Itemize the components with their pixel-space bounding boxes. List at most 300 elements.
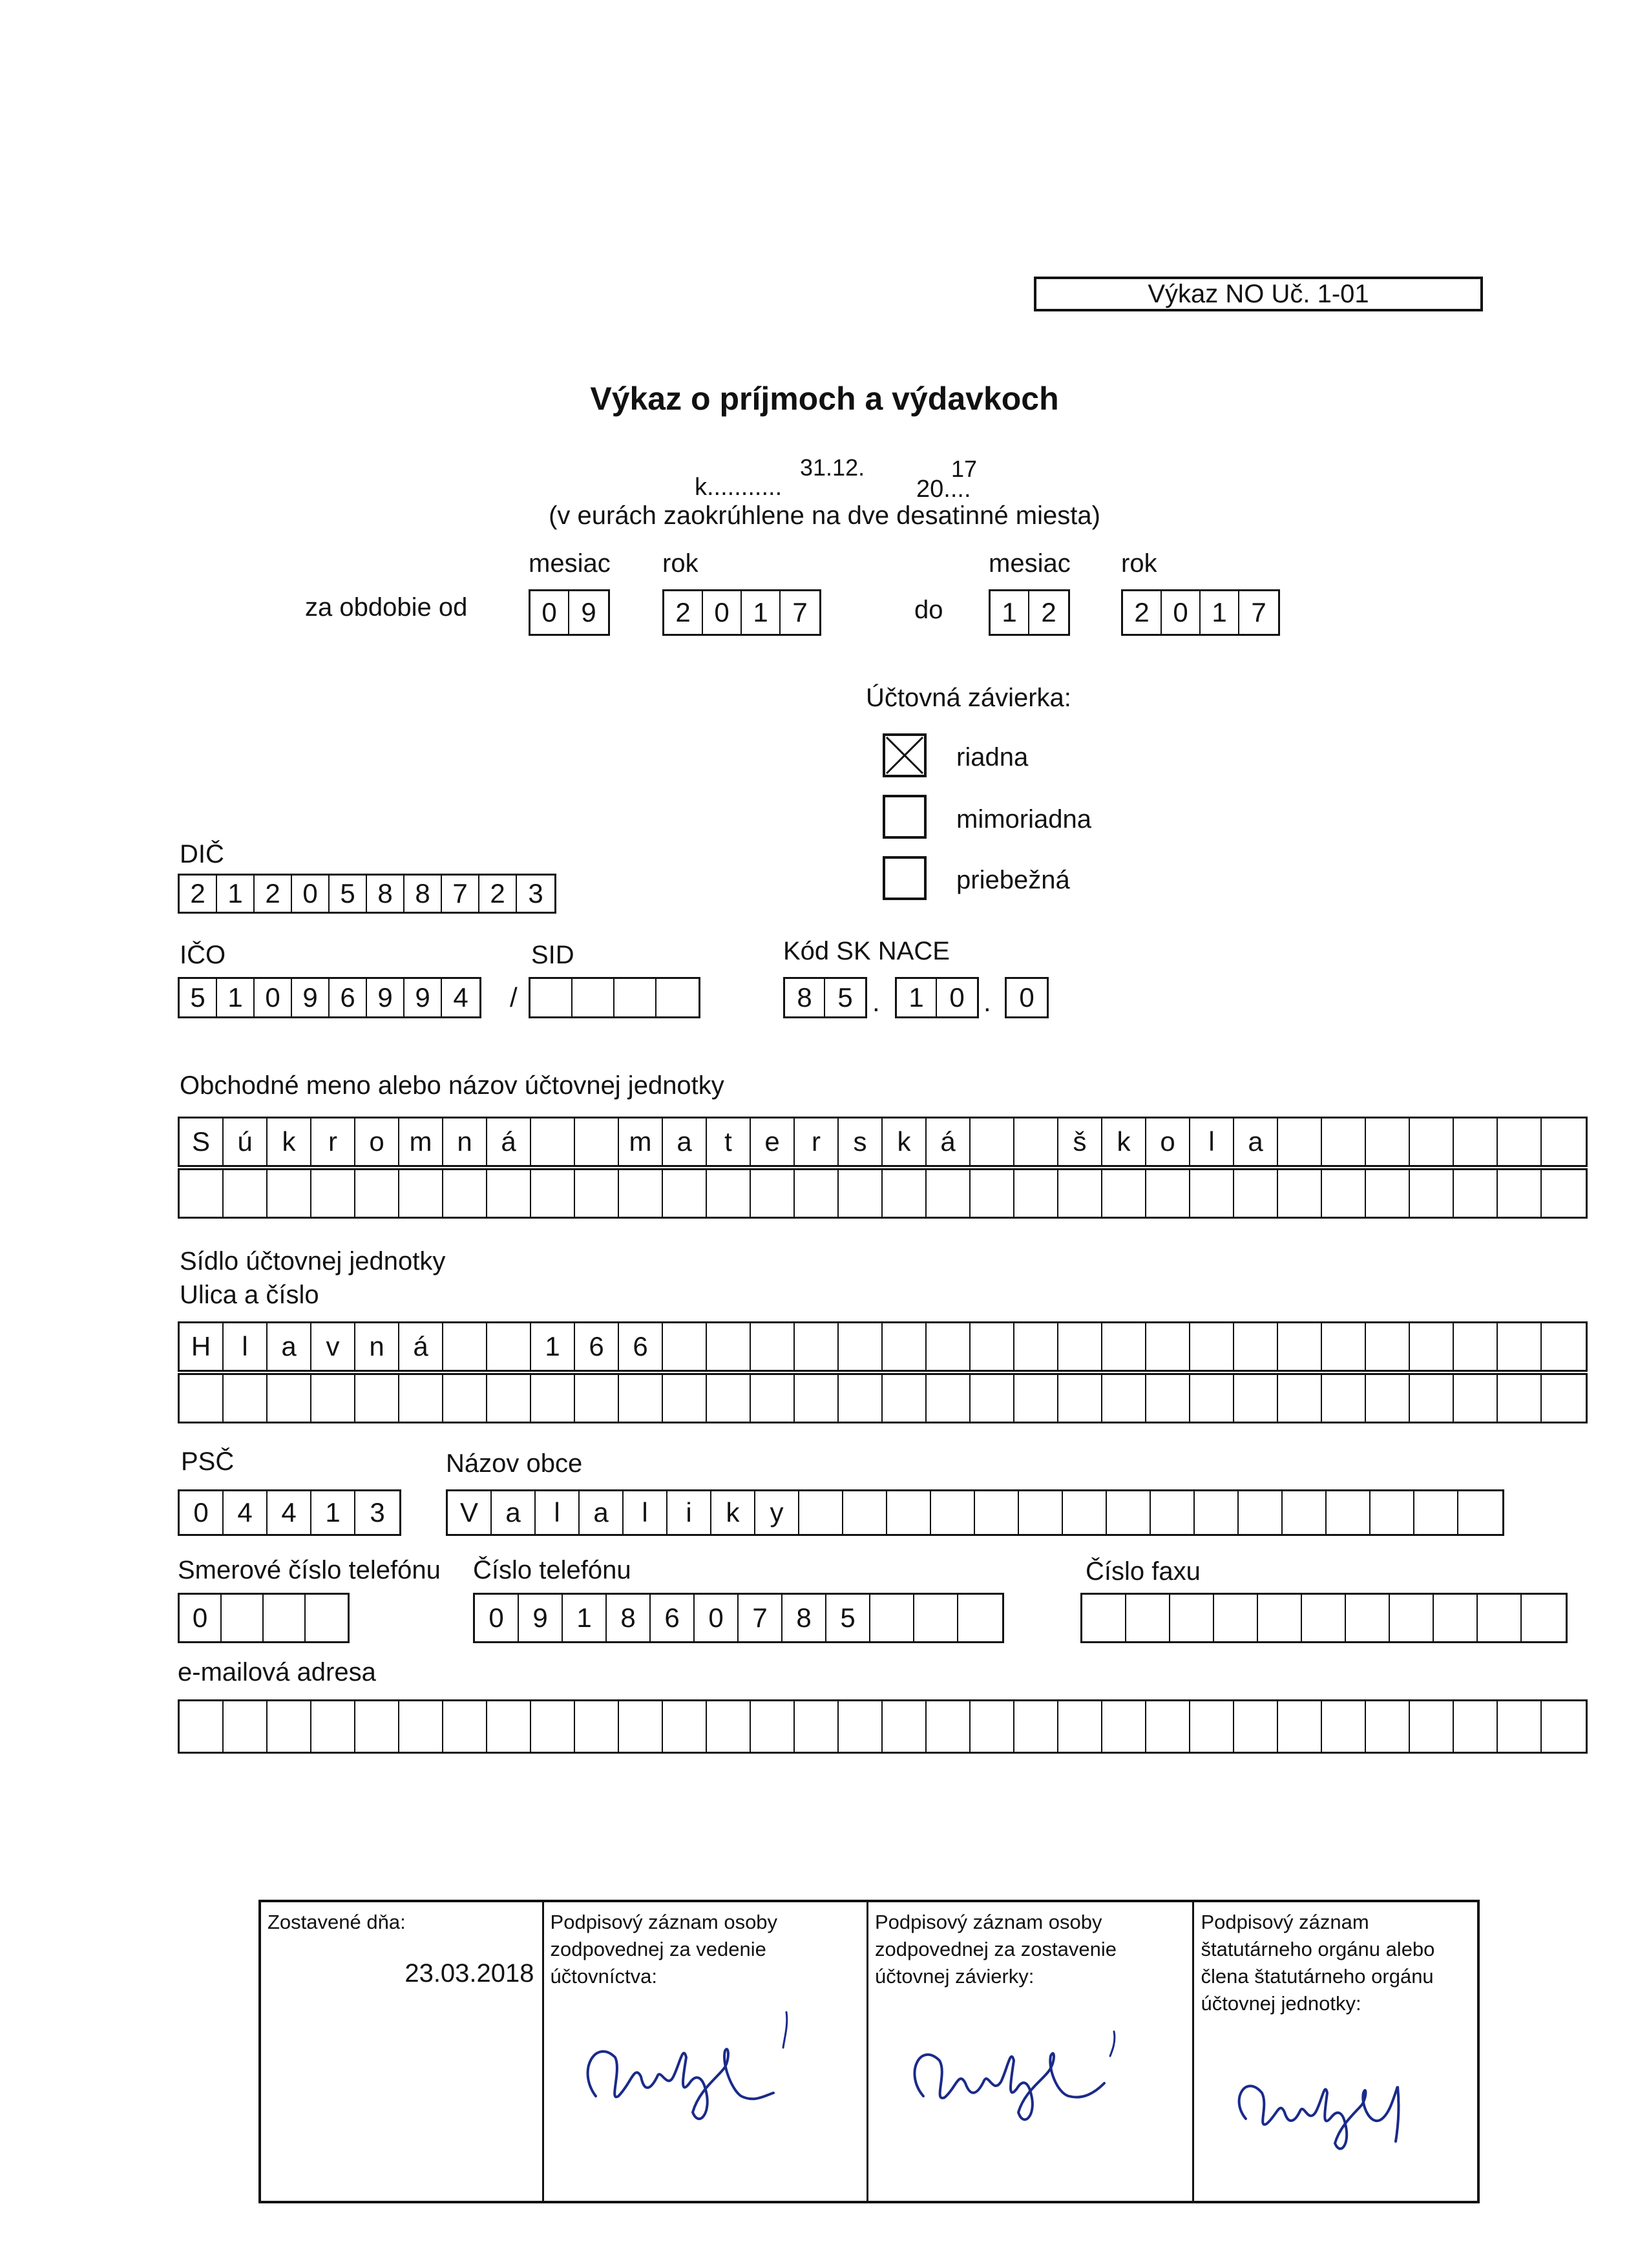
char-cell[interactable] bbox=[971, 1375, 1014, 1422]
char-cell[interactable] bbox=[927, 1170, 971, 1217]
char-cell[interactable]: r bbox=[311, 1118, 355, 1165]
char-cell[interactable] bbox=[1542, 1701, 1586, 1752]
char-cell[interactable] bbox=[222, 1595, 264, 1641]
char-cell[interactable] bbox=[1498, 1375, 1542, 1422]
char-cell[interactable]: 4 bbox=[224, 1491, 268, 1534]
char-cell[interactable] bbox=[1058, 1170, 1102, 1217]
psc-field[interactable] bbox=[178, 1489, 401, 1536]
char-cell[interactable] bbox=[224, 1375, 268, 1422]
char-cell[interactable] bbox=[883, 1323, 927, 1370]
char-cell[interactable] bbox=[795, 1170, 839, 1217]
char-cell[interactable] bbox=[487, 1375, 531, 1422]
char-cell[interactable] bbox=[1327, 1491, 1371, 1534]
char-cell[interactable] bbox=[1170, 1595, 1214, 1641]
char-cell[interactable]: 2 bbox=[255, 876, 292, 912]
char-cell[interactable] bbox=[883, 1375, 927, 1422]
compiled-date: 23.03.2018 bbox=[404, 1959, 534, 1988]
as-of-prefix: k........... bbox=[695, 474, 782, 501]
closing-author-column bbox=[868, 1902, 1194, 2201]
statutory-column bbox=[1194, 1902, 1477, 2201]
char-cell[interactable] bbox=[1019, 1491, 1063, 1534]
char-cell[interactable] bbox=[1146, 1170, 1190, 1217]
char-cell[interactable] bbox=[1190, 1701, 1234, 1752]
char-cell[interactable] bbox=[1522, 1595, 1566, 1641]
char-cell[interactable] bbox=[707, 1701, 751, 1752]
char-cell[interactable] bbox=[1322, 1118, 1366, 1165]
char-cell[interactable] bbox=[1102, 1323, 1146, 1370]
char-cell[interactable] bbox=[795, 1323, 839, 1370]
char-cell[interactable] bbox=[1542, 1375, 1586, 1422]
char-cell[interactable] bbox=[971, 1118, 1014, 1165]
char-cell[interactable] bbox=[843, 1491, 887, 1534]
char-cell[interactable]: s bbox=[839, 1118, 883, 1165]
char-cell[interactable] bbox=[1014, 1323, 1058, 1370]
char-cell[interactable] bbox=[1498, 1170, 1542, 1217]
char-cell[interactable] bbox=[795, 1375, 839, 1422]
char-cell[interactable]: 3 bbox=[370, 1497, 385, 1528]
char-cell[interactable] bbox=[443, 1323, 487, 1370]
char-cell[interactable] bbox=[1498, 1701, 1542, 1752]
char-cell[interactable] bbox=[268, 1170, 311, 1217]
char-cell[interactable]: 2 bbox=[1041, 597, 1056, 627]
char-cell[interactable] bbox=[1366, 1375, 1410, 1422]
char-cell[interactable] bbox=[751, 1701, 795, 1752]
char-cell[interactable] bbox=[927, 1701, 971, 1752]
char-cell[interactable] bbox=[883, 1170, 927, 1217]
dic-label: DIČ bbox=[180, 840, 224, 868]
char-cell[interactable] bbox=[971, 1323, 1014, 1370]
char-cell[interactable]: a bbox=[1234, 1118, 1278, 1165]
char-cell[interactable] bbox=[1190, 1170, 1234, 1217]
char-cell[interactable] bbox=[619, 1170, 663, 1217]
char-cell[interactable] bbox=[1278, 1375, 1322, 1422]
char-cell[interactable]: á bbox=[487, 1118, 531, 1165]
char-cell[interactable]: r bbox=[795, 1118, 839, 1165]
char-cell[interactable]: o bbox=[1146, 1118, 1190, 1165]
phone-field[interactable] bbox=[473, 1593, 1004, 1643]
email-field[interactable] bbox=[178, 1699, 1588, 1754]
char-cell[interactable]: ú bbox=[224, 1118, 268, 1165]
checkbox-priebezna[interactable] bbox=[883, 856, 927, 900]
char-cell[interactable]: 7 bbox=[739, 1595, 782, 1641]
char-cell[interactable] bbox=[931, 1491, 975, 1534]
char-cell[interactable]: 0 bbox=[703, 591, 742, 634]
char-cell[interactable]: 5 bbox=[330, 876, 367, 912]
char-cell[interactable]: 4 bbox=[268, 1491, 311, 1534]
char-cell[interactable] bbox=[1195, 1491, 1239, 1534]
char-cell[interactable] bbox=[1454, 1323, 1498, 1370]
char-cell[interactable]: 0 bbox=[475, 1595, 519, 1641]
char-cell[interactable]: 9 bbox=[404, 979, 442, 1016]
char-cell[interactable] bbox=[575, 1118, 619, 1165]
char-cell[interactable]: 8 bbox=[404, 876, 442, 912]
char-cell[interactable]: k bbox=[1102, 1118, 1146, 1165]
char-cell[interactable]: l bbox=[1190, 1118, 1234, 1165]
nace-part2-field[interactable] bbox=[895, 977, 979, 1018]
char-cell[interactable] bbox=[575, 1170, 619, 1217]
char-cell[interactable]: 2 bbox=[664, 591, 703, 634]
char-cell[interactable] bbox=[799, 1491, 843, 1534]
char-cell[interactable] bbox=[531, 1375, 575, 1422]
char-cell[interactable]: 7 bbox=[442, 876, 479, 912]
char-cell[interactable] bbox=[656, 979, 698, 1016]
nace-label: Kód SK NACE bbox=[783, 937, 950, 965]
char-cell[interactable] bbox=[1322, 1323, 1366, 1370]
char-cell[interactable] bbox=[958, 1595, 1002, 1641]
char-cell[interactable] bbox=[399, 1170, 443, 1217]
char-cell[interactable] bbox=[1278, 1170, 1322, 1217]
char-cell[interactable]: 9 bbox=[519, 1595, 563, 1641]
as-of-year-prefix: 20.... bbox=[916, 476, 971, 503]
char-cell[interactable] bbox=[707, 1323, 751, 1370]
char-cell[interactable]: H bbox=[180, 1323, 224, 1370]
closing-label: Účtovná závierka: bbox=[866, 684, 1071, 712]
char-cell[interactable] bbox=[1410, 1118, 1454, 1165]
char-cell[interactable] bbox=[1278, 1118, 1322, 1165]
char-cell[interactable]: k bbox=[883, 1118, 927, 1165]
form-code-box bbox=[1034, 277, 1483, 311]
char-cell[interactable]: 2 bbox=[479, 876, 517, 912]
char-cell[interactable] bbox=[663, 1375, 707, 1422]
char-cell[interactable] bbox=[355, 1170, 399, 1217]
char-cell[interactable] bbox=[839, 1170, 883, 1217]
char-cell[interactable] bbox=[663, 1701, 707, 1752]
char-cell[interactable] bbox=[1058, 1375, 1102, 1422]
char-cell[interactable]: 8 bbox=[782, 1595, 826, 1641]
char-cell[interactable]: 6 bbox=[330, 979, 367, 1016]
char-cell[interactable] bbox=[355, 1701, 399, 1752]
char-cell[interactable] bbox=[1014, 1375, 1058, 1422]
char-cell[interactable]: v bbox=[311, 1323, 355, 1370]
seat-label: Sídlo účtovnej jednotky bbox=[180, 1247, 446, 1276]
char-cell[interactable] bbox=[975, 1491, 1019, 1534]
char-cell[interactable]: 7 bbox=[792, 597, 808, 627]
from-year-field[interactable] bbox=[662, 589, 821, 636]
char-cell[interactable]: 7 bbox=[1251, 597, 1266, 627]
char-cell[interactable] bbox=[1498, 1323, 1542, 1370]
char-cell[interactable] bbox=[1058, 1701, 1102, 1752]
char-cell[interactable] bbox=[530, 979, 572, 1016]
char-cell[interactable] bbox=[443, 1701, 487, 1752]
char-cell[interactable] bbox=[1498, 1118, 1542, 1165]
char-cell[interactable] bbox=[575, 1701, 619, 1752]
char-cell[interactable] bbox=[531, 1118, 575, 1165]
char-cell[interactable] bbox=[971, 1701, 1014, 1752]
street-row-2[interactable] bbox=[178, 1373, 1588, 1423]
char-cell[interactable] bbox=[575, 1375, 619, 1422]
char-cell[interactable] bbox=[443, 1375, 487, 1422]
char-cell[interactable] bbox=[1151, 1491, 1195, 1534]
char-cell[interactable]: 3 bbox=[528, 878, 543, 908]
town-field[interactable] bbox=[446, 1489, 1504, 1536]
char-cell[interactable] bbox=[1058, 1323, 1102, 1370]
char-cell[interactable] bbox=[264, 1595, 306, 1641]
char-cell[interactable]: 0 bbox=[180, 1491, 224, 1534]
char-cell[interactable] bbox=[180, 1170, 224, 1217]
char-cell[interactable] bbox=[839, 1701, 883, 1752]
char-cell[interactable] bbox=[1542, 1118, 1586, 1165]
char-cell[interactable] bbox=[663, 1323, 707, 1370]
char-cell[interactable] bbox=[268, 1701, 311, 1752]
char-cell[interactable] bbox=[1410, 1375, 1454, 1422]
name-row-1[interactable] bbox=[178, 1117, 1588, 1167]
char-cell[interactable] bbox=[1366, 1323, 1410, 1370]
char-cell[interactable] bbox=[399, 1375, 443, 1422]
check-mark-icon bbox=[885, 736, 924, 775]
char-cell[interactable]: n bbox=[355, 1323, 399, 1370]
accountant-column bbox=[544, 1902, 868, 2201]
char-cell[interactable] bbox=[1454, 1701, 1498, 1752]
char-cell[interactable]: y bbox=[755, 1491, 799, 1534]
char-cell[interactable] bbox=[1302, 1595, 1346, 1641]
char-cell[interactable] bbox=[839, 1375, 883, 1422]
char-cell[interactable]: 1 bbox=[1201, 591, 1239, 634]
char-cell[interactable] bbox=[751, 1170, 795, 1217]
town-label: Názov obce bbox=[446, 1449, 583, 1478]
closing-author-signature bbox=[894, 2006, 1140, 2128]
char-cell[interactable]: 5 bbox=[837, 982, 853, 1013]
char-cell[interactable] bbox=[1063, 1491, 1107, 1534]
psc-label: PSČ bbox=[181, 1447, 235, 1476]
char-cell[interactable]: 0 bbox=[949, 982, 965, 1013]
nace-dot-2: . bbox=[983, 987, 991, 1017]
char-cell[interactable] bbox=[1234, 1170, 1278, 1217]
char-cell[interactable]: 1 bbox=[531, 1323, 575, 1370]
char-cell[interactable]: 0 bbox=[180, 1595, 222, 1641]
char-cell[interactable] bbox=[839, 1323, 883, 1370]
char-cell[interactable] bbox=[1146, 1375, 1190, 1422]
char-cell[interactable] bbox=[1410, 1323, 1454, 1370]
as-of-day-month: 31.12. bbox=[800, 454, 865, 481]
char-cell[interactable]: š bbox=[1058, 1118, 1102, 1165]
char-cell[interactable] bbox=[707, 1375, 751, 1422]
char-cell[interactable] bbox=[1283, 1491, 1327, 1534]
char-cell[interactable] bbox=[443, 1170, 487, 1217]
char-cell[interactable]: l bbox=[224, 1323, 268, 1370]
char-cell[interactable] bbox=[1146, 1701, 1190, 1752]
nace-dot-1: . bbox=[872, 987, 880, 1017]
char-cell[interactable]: 0 bbox=[530, 591, 569, 634]
char-cell[interactable] bbox=[883, 1701, 927, 1752]
char-cell[interactable]: 0 bbox=[292, 876, 330, 912]
phone-prefix-field[interactable] bbox=[178, 1593, 350, 1643]
char-cell[interactable]: 0 bbox=[1162, 591, 1201, 634]
to-year-field[interactable] bbox=[1121, 589, 1280, 636]
char-cell[interactable] bbox=[1014, 1701, 1058, 1752]
char-cell[interactable]: 5 bbox=[826, 1595, 870, 1641]
char-cell[interactable]: 1 bbox=[563, 1595, 607, 1641]
char-cell[interactable]: 1 bbox=[217, 979, 255, 1016]
char-cell[interactable]: 8 bbox=[607, 1595, 651, 1641]
char-cell[interactable]: S bbox=[180, 1118, 224, 1165]
char-cell[interactable] bbox=[1014, 1118, 1058, 1165]
char-cell[interactable] bbox=[306, 1595, 348, 1641]
char-cell[interactable]: 2 bbox=[180, 876, 217, 912]
char-cell[interactable]: t bbox=[707, 1118, 751, 1165]
char-cell[interactable] bbox=[614, 979, 656, 1016]
street-label: Ulica a číslo bbox=[180, 1281, 319, 1309]
char-cell[interactable] bbox=[1478, 1595, 1522, 1641]
char-cell[interactable] bbox=[1102, 1375, 1146, 1422]
char-cell[interactable]: 6 bbox=[651, 1595, 695, 1641]
char-cell[interactable] bbox=[927, 1323, 971, 1370]
char-cell[interactable]: 9 bbox=[292, 979, 330, 1016]
char-cell[interactable] bbox=[707, 1170, 751, 1217]
char-cell[interactable]: e bbox=[751, 1118, 795, 1165]
char-cell[interactable]: m bbox=[399, 1118, 443, 1165]
checkbox-riadna[interactable] bbox=[883, 733, 927, 777]
char-cell[interactable]: i bbox=[667, 1491, 711, 1534]
char-cell[interactable]: V bbox=[448, 1491, 492, 1534]
char-cell[interactable]: 0 bbox=[1019, 982, 1035, 1013]
char-cell[interactable] bbox=[1146, 1323, 1190, 1370]
char-cell[interactable] bbox=[1258, 1595, 1302, 1641]
char-cell[interactable] bbox=[1239, 1491, 1283, 1534]
phone-label: Číslo telefónu bbox=[473, 1556, 631, 1584]
char-cell[interactable] bbox=[914, 1595, 958, 1641]
char-cell[interactable]: 0 bbox=[255, 979, 292, 1016]
ico-field[interactable] bbox=[178, 977, 481, 1018]
char-cell[interactable] bbox=[487, 1170, 531, 1217]
char-cell[interactable] bbox=[1414, 1491, 1458, 1534]
char-cell[interactable]: 6 bbox=[575, 1323, 619, 1370]
char-cell[interactable] bbox=[531, 1170, 575, 1217]
option-priebezna-label: priebežná bbox=[956, 866, 1070, 894]
char-cell[interactable] bbox=[663, 1170, 707, 1217]
char-cell[interactable] bbox=[1278, 1701, 1322, 1752]
checkbox-mimoriadna[interactable] bbox=[883, 795, 927, 839]
char-cell[interactable]: 1 bbox=[991, 591, 1029, 634]
char-cell[interactable] bbox=[311, 1701, 355, 1752]
char-cell[interactable] bbox=[531, 1701, 575, 1752]
char-cell[interactable]: a bbox=[268, 1323, 311, 1370]
char-cell[interactable] bbox=[1454, 1118, 1498, 1165]
char-cell[interactable]: l bbox=[536, 1491, 580, 1534]
char-cell[interactable] bbox=[1410, 1170, 1454, 1217]
char-cell[interactable]: 5 bbox=[180, 979, 217, 1016]
char-cell[interactable] bbox=[1014, 1170, 1058, 1217]
char-cell[interactable] bbox=[1410, 1701, 1454, 1752]
char-cell[interactable]: 1 bbox=[897, 979, 937, 1016]
char-cell[interactable] bbox=[1234, 1323, 1278, 1370]
char-cell[interactable]: k bbox=[268, 1118, 311, 1165]
char-cell[interactable] bbox=[971, 1170, 1014, 1217]
char-cell[interactable] bbox=[487, 1323, 531, 1370]
to-month-field[interactable] bbox=[989, 589, 1070, 636]
compiled-column bbox=[261, 1902, 544, 2201]
char-cell[interactable]: a bbox=[580, 1491, 624, 1534]
char-cell[interactable] bbox=[1322, 1701, 1366, 1752]
char-cell[interactable] bbox=[1322, 1170, 1366, 1217]
char-cell[interactable]: 0 bbox=[695, 1595, 739, 1641]
char-cell[interactable] bbox=[487, 1701, 531, 1752]
char-cell[interactable] bbox=[572, 979, 614, 1016]
char-cell[interactable] bbox=[1366, 1701, 1410, 1752]
char-cell[interactable]: 9 bbox=[581, 597, 596, 627]
from-month-field[interactable] bbox=[529, 589, 610, 636]
char-cell[interactable] bbox=[1458, 1491, 1502, 1534]
char-cell[interactable] bbox=[1346, 1595, 1390, 1641]
char-cell[interactable] bbox=[870, 1595, 914, 1641]
char-cell[interactable]: á bbox=[399, 1323, 443, 1370]
char-cell[interactable] bbox=[1214, 1595, 1258, 1641]
char-cell[interactable] bbox=[927, 1375, 971, 1422]
char-cell[interactable] bbox=[1434, 1595, 1478, 1641]
char-cell[interactable]: a bbox=[492, 1491, 536, 1534]
char-cell[interactable]: n bbox=[443, 1118, 487, 1165]
char-cell[interactable] bbox=[795, 1701, 839, 1752]
char-cell[interactable]: 6 bbox=[619, 1323, 663, 1370]
sid-field[interactable] bbox=[529, 977, 700, 1018]
char-cell[interactable] bbox=[311, 1170, 355, 1217]
char-cell[interactable] bbox=[311, 1375, 355, 1422]
char-cell[interactable] bbox=[1454, 1375, 1498, 1422]
char-cell[interactable] bbox=[224, 1701, 268, 1752]
street-row-1[interactable] bbox=[178, 1321, 1588, 1372]
char-cell[interactable] bbox=[1371, 1491, 1414, 1534]
char-cell[interactable] bbox=[1126, 1595, 1170, 1641]
char-cell[interactable] bbox=[180, 1375, 224, 1422]
char-cell[interactable] bbox=[1082, 1595, 1126, 1641]
char-cell[interactable] bbox=[1102, 1701, 1146, 1752]
char-cell[interactable]: l bbox=[624, 1491, 667, 1534]
char-cell[interactable]: 9 bbox=[367, 979, 404, 1016]
char-cell[interactable] bbox=[619, 1375, 663, 1422]
nace-part3-field[interactable] bbox=[1005, 977, 1049, 1018]
char-cell[interactable] bbox=[1454, 1170, 1498, 1217]
char-cell[interactable] bbox=[1542, 1170, 1586, 1217]
char-cell[interactable] bbox=[1234, 1701, 1278, 1752]
char-cell[interactable]: á bbox=[927, 1118, 971, 1165]
char-cell[interactable]: 8 bbox=[785, 979, 825, 1016]
char-cell[interactable]: 1 bbox=[742, 591, 781, 634]
char-cell[interactable] bbox=[1190, 1323, 1234, 1370]
fax-field[interactable] bbox=[1080, 1593, 1568, 1643]
char-cell[interactable] bbox=[1234, 1375, 1278, 1422]
char-cell[interactable] bbox=[355, 1375, 399, 1422]
char-cell[interactable] bbox=[1107, 1491, 1151, 1534]
char-cell[interactable]: 4 bbox=[453, 982, 468, 1013]
char-cell[interactable] bbox=[751, 1323, 795, 1370]
char-cell[interactable] bbox=[1390, 1595, 1434, 1641]
char-cell[interactable]: 8 bbox=[367, 876, 404, 912]
char-cell[interactable]: k bbox=[711, 1491, 755, 1534]
char-cell[interactable]: 1 bbox=[217, 876, 255, 912]
char-cell[interactable] bbox=[1366, 1118, 1410, 1165]
char-cell[interactable] bbox=[1366, 1170, 1410, 1217]
nace-part1-field[interactable] bbox=[783, 977, 867, 1018]
char-cell[interactable] bbox=[1322, 1375, 1366, 1422]
char-cell[interactable]: 1 bbox=[311, 1491, 355, 1534]
char-cell[interactable]: o bbox=[355, 1118, 399, 1165]
char-cell[interactable] bbox=[1190, 1375, 1234, 1422]
char-cell[interactable] bbox=[887, 1491, 931, 1534]
char-cell[interactable] bbox=[224, 1170, 268, 1217]
char-cell[interactable] bbox=[751, 1375, 795, 1422]
char-cell[interactable] bbox=[619, 1701, 663, 1752]
char-cell[interactable] bbox=[268, 1375, 311, 1422]
char-cell[interactable] bbox=[180, 1701, 224, 1752]
char-cell[interactable] bbox=[1542, 1323, 1586, 1370]
char-cell[interactable] bbox=[399, 1701, 443, 1752]
char-cell[interactable]: a bbox=[663, 1118, 707, 1165]
char-cell[interactable]: m bbox=[619, 1118, 663, 1165]
char-cell[interactable] bbox=[1278, 1323, 1322, 1370]
name-row-2[interactable] bbox=[178, 1168, 1588, 1219]
char-cell[interactable] bbox=[1102, 1170, 1146, 1217]
dic-field[interactable] bbox=[178, 874, 556, 914]
char-cell[interactable]: 2 bbox=[1123, 591, 1162, 634]
